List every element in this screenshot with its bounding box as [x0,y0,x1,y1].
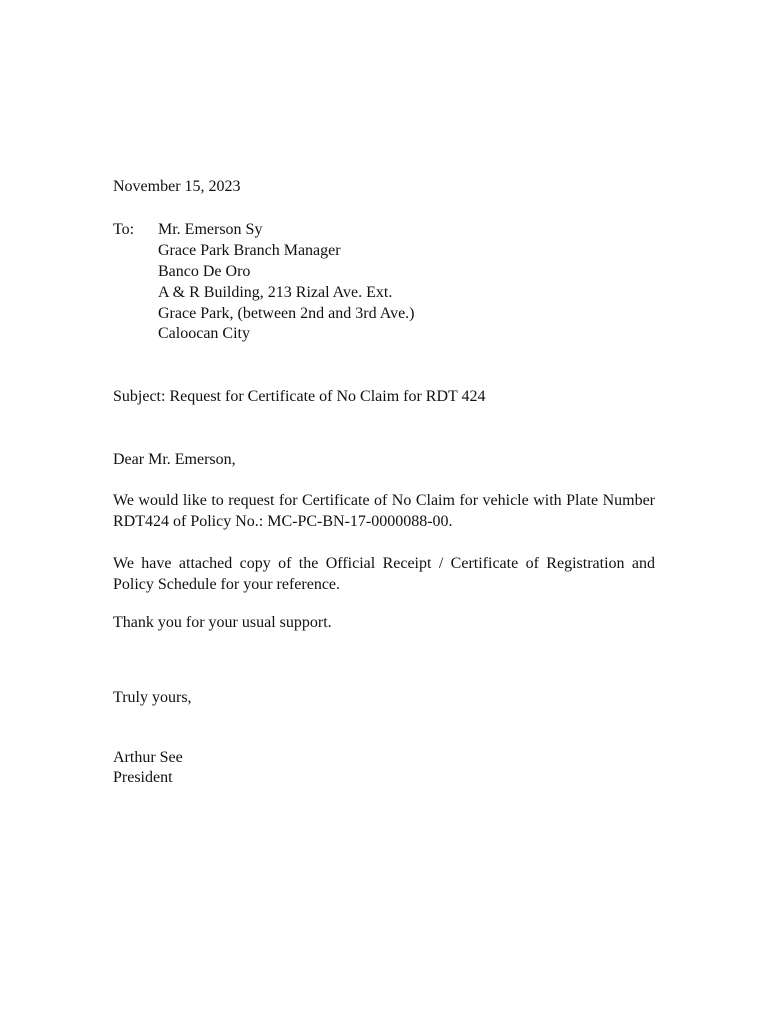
paragraph-request [113,490,655,532]
letter-date: November 15, 2023 [113,178,241,195]
paragraph-text: We have attached copy of the Official Receipt / Certificate of Registration and Policy Schedule for your reference. [113,555,655,593]
signatory-title: President [113,769,173,786]
signatory-name: Arthur See [113,749,183,766]
recipient-title: Grace Park Branch Manager [158,242,341,259]
paragraph-text: We would like to request for Certificate of No Claim for vehicle with Plate Number RDT424 of Policy No.: MC-PC-BN-17-0000088-00. [113,492,655,530]
paragraph-attachment [113,553,655,595]
closing: Truly yours, [113,689,192,706]
salutation: Dear Mr. Emerson, [113,451,236,468]
paragraph-text: Thank you for your usual support. [113,614,332,631]
paragraph-thanks [113,612,655,633]
recipient-name: Mr. Emerson Sy [158,221,263,238]
recipient-address-line1: A & R Building, 213 Rizal Ave. Ext. [158,284,393,301]
recipient-city: Caloocan City [158,325,250,342]
recipient-address-line2: Grace Park, (between 2nd and 3rd Ave.) [158,305,415,322]
to-label: To: [113,221,135,238]
recipient-company: Banco De Oro [158,263,251,280]
subject-line: Subject: Request for Certificate of No Claim for RDT 424 [113,388,486,405]
